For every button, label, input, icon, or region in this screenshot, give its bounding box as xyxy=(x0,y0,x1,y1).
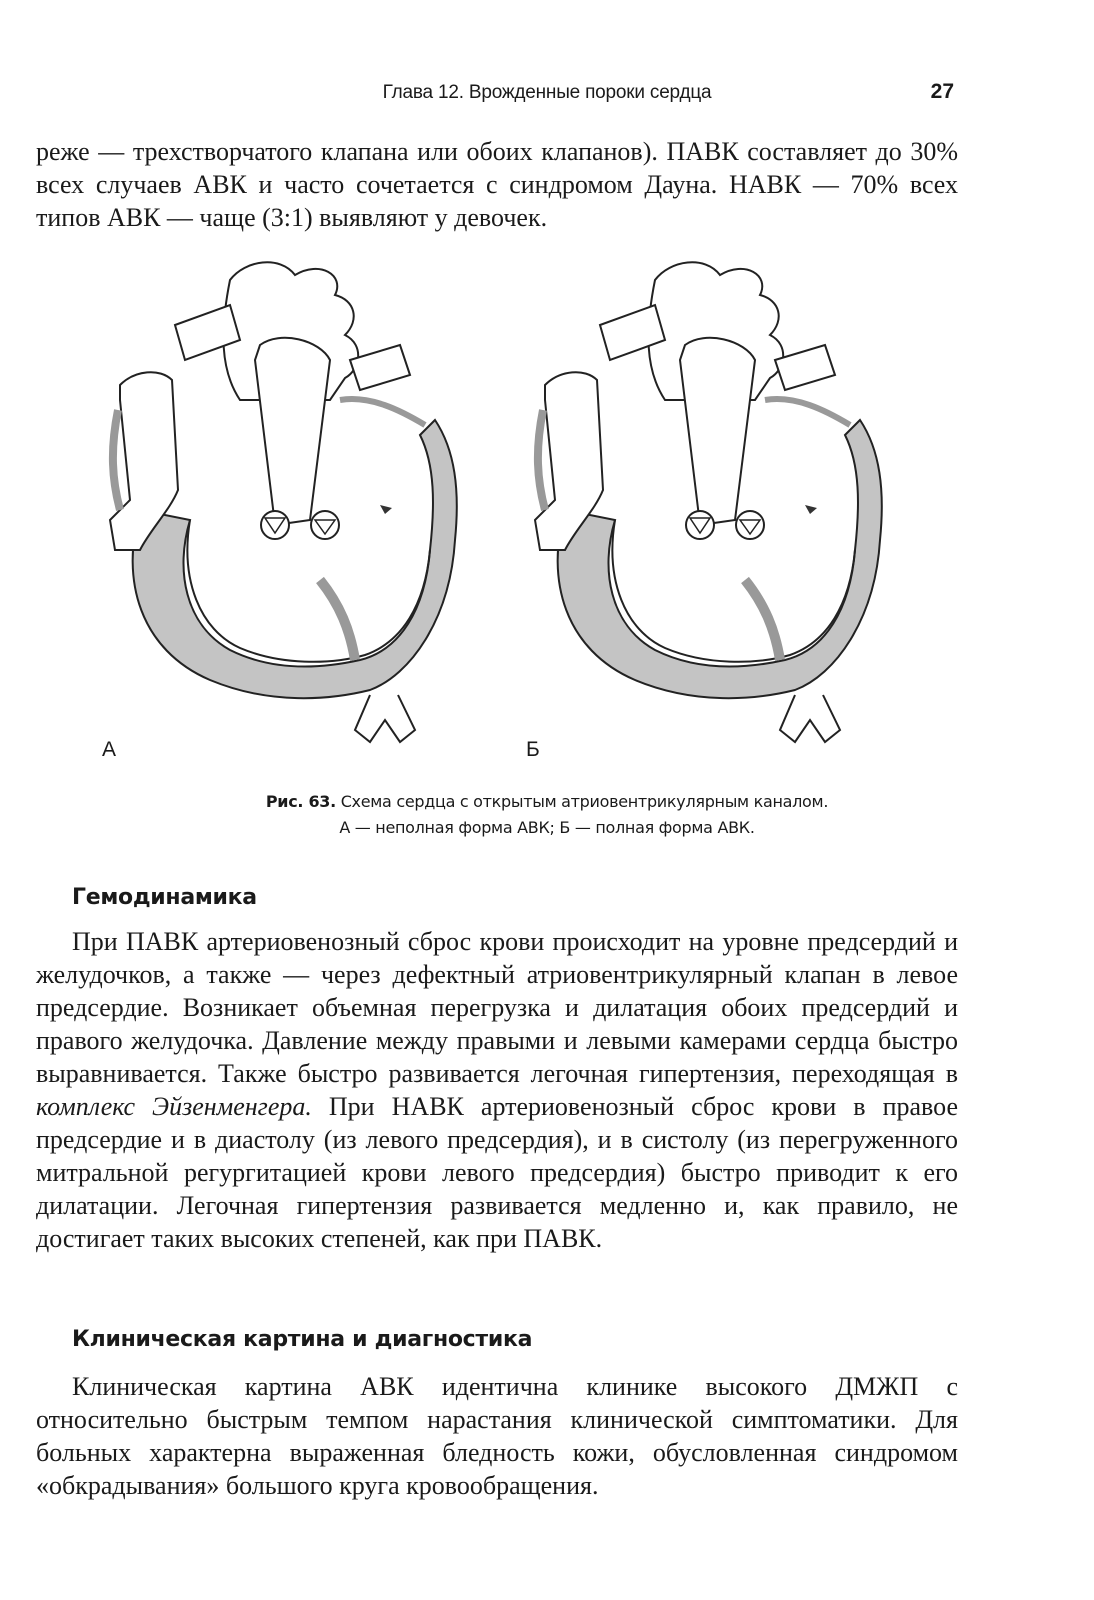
hemo-text-2: При НАВК артериовенозный сброс крови в правое предсердие и в диастолу (из левого предсердия), и в систолу (из перегруженного митральной регургитацией крови левого предсердия) быстро приводит к его дилатации. Легочная гипертензия развивается медленно и, как правило, не достигает таких высоких степеней, как при ПАВК. xyxy=(36,1092,958,1253)
hemo-text-italic: комплекс Эйзенменгера. xyxy=(36,1092,312,1121)
diagram-a xyxy=(110,262,457,742)
caption-line-1 xyxy=(0,789,1094,815)
hemodynamics-text xyxy=(36,925,958,1255)
clinical-paragraph xyxy=(36,1370,958,1502)
panel-label-a: А xyxy=(102,738,117,761)
intro-text: реже — трехстворчатого клапана или обоих клапанов). ПАВК составляет до 30% всех случаев АВК и часто сочетается с синдромом Дауна. НАВК — 70% всех типов АВК — чаще (3:1) выявляют у девочек. xyxy=(36,137,958,232)
heading-hemodynamics: Гемодинамика xyxy=(72,885,257,910)
caption-label: Рис. 63. xyxy=(265,792,336,811)
hemo-text-1: При ПАВК артериовенозный сброс крови происходит на уровне предсердий и желудочков, а также — через дефектный атриовентрикулярный клапан в левое предсердие. Возникает объемная перегрузка и дилатация обоих предсердий и правого желудочка. Давление между правыми и левыми камерами сердца быстро выравнивается. Также быстро развивается легочная гипертензия, переходящая в xyxy=(36,927,958,1088)
panel-label-b: Б xyxy=(526,738,540,761)
heart-diagrams xyxy=(80,250,940,770)
intro-paragraph xyxy=(36,135,958,234)
page-number: 27 xyxy=(930,80,954,103)
caption-line-2: А — неполная форма АВК; Б — полная форма АВК. xyxy=(339,818,755,837)
figure-63 xyxy=(80,250,940,770)
running-title: Глава 12. Врожденные пороки сердца xyxy=(382,82,712,103)
hemodynamics-paragraph xyxy=(36,925,958,1255)
running-head xyxy=(0,82,1094,112)
diagram-b xyxy=(535,262,882,742)
caption-text-1: Схема сердца с открытым атриовентрикулярным каналом. xyxy=(340,792,829,811)
heading-clinical: Клиническая картина и диагностика xyxy=(72,1327,533,1352)
figure-caption xyxy=(0,789,1094,841)
clinical-text: Клиническая картина АВК идентична клинике высокого ДМЖП с относительно быстрым темпом нарастания клинической симптоматики. Для больных характерна выраженная бледность кожи, обусловленная синдромом «обкрадывания» большого круга кровообращения. xyxy=(36,1372,958,1500)
